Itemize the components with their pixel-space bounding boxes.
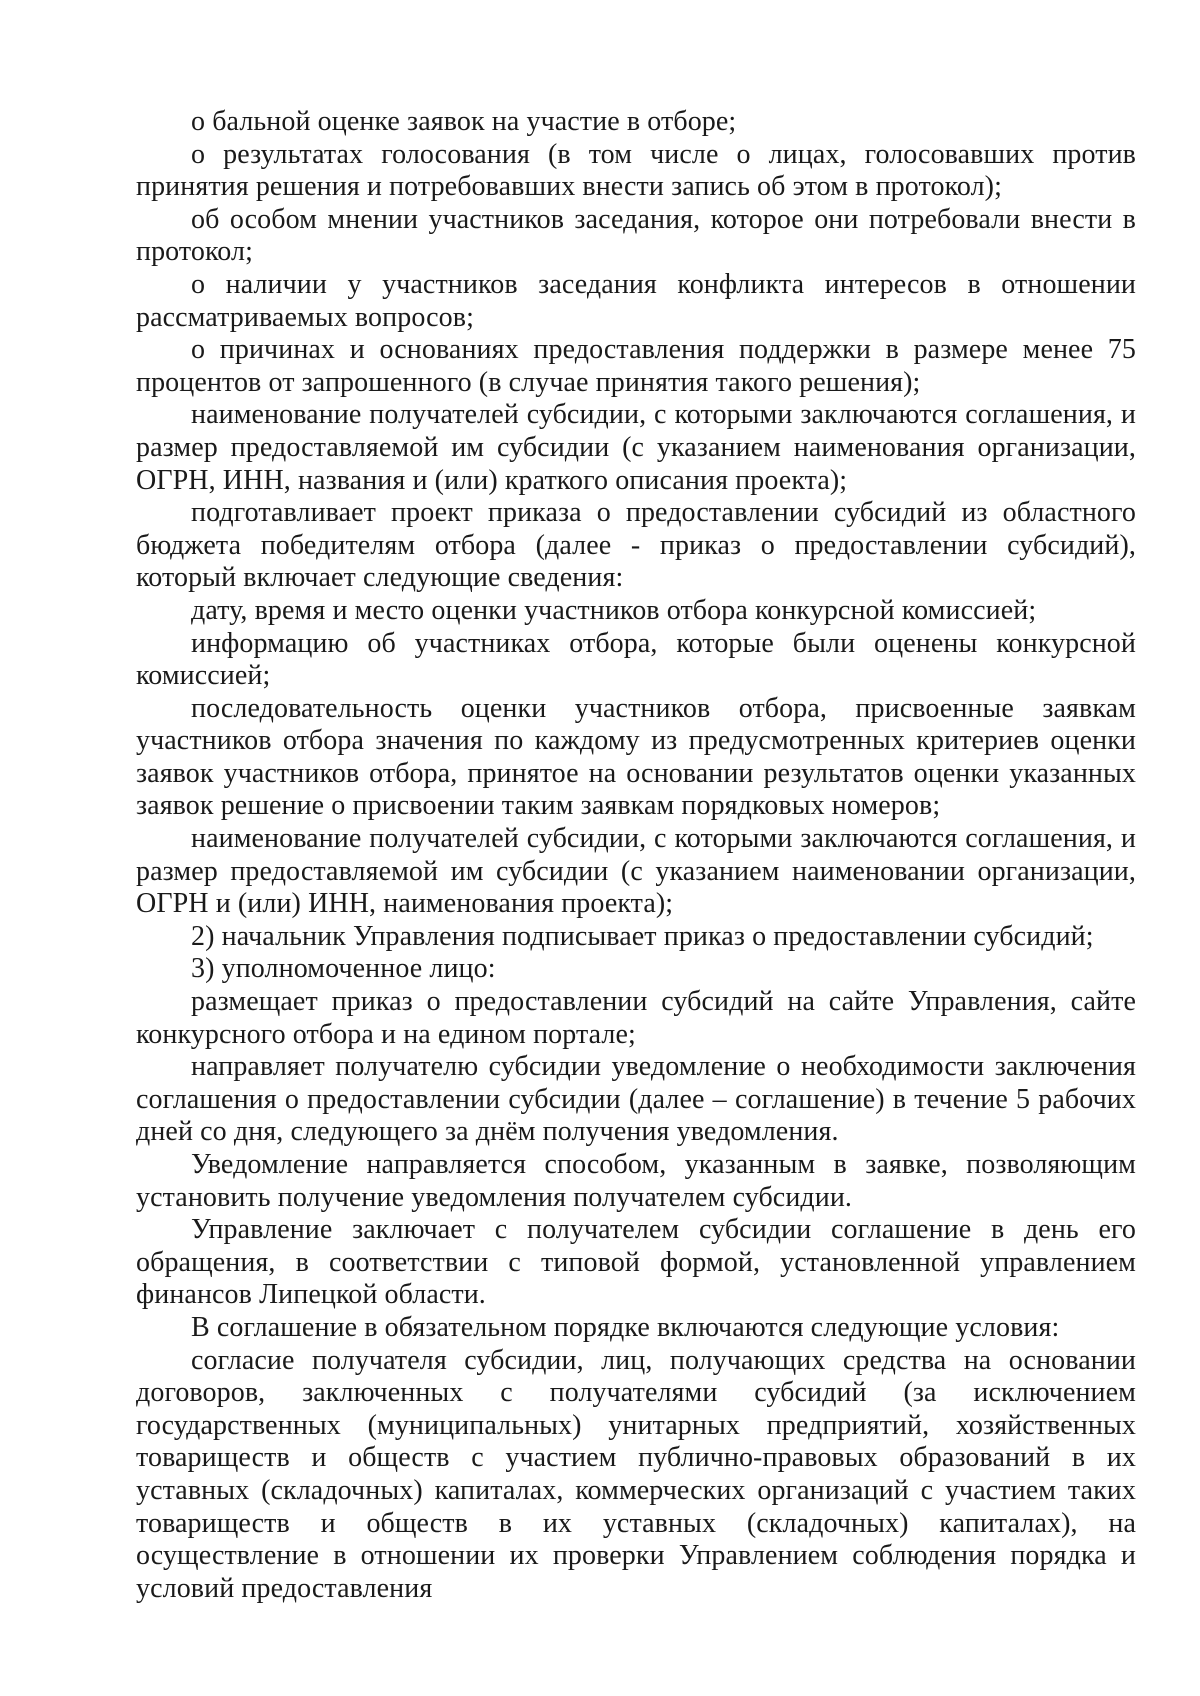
paragraph-voting-results: о результатах голосования (в том числе о лицах, голосовавших против принятия решения и потребовавших внести запись об этом в протокол); [136, 138, 1136, 203]
paragraph-recipients-names: наименование получателей субсидии, с которыми заключаются соглашения, и размер предоставляемой им субсидии (с указанием наименования организации, ОГРН, ИНН, названия и (или) краткого описания проекта); [136, 399, 1136, 496]
paragraph-support-reasons: о причинах и основаниях предоставления поддержки в размере менее 75 процентов от запрошенного (в случае принятия такого решения); [136, 334, 1136, 398]
paragraph-authorized-person: 3) уполномоченное лицо: [191, 953, 496, 985]
paragraph-head-signs-order: 2) начальник Управления подписывает приказ о предоставлении субсидий; [191, 920, 1094, 952]
paragraph-sends-notification: направляет получателю субсидии уведомление о необходимости заключения соглашения о предоставлении субсидии (далее – соглашение) в течение 5 рабочих дней со дня, следующего за днём получения уведомления. [136, 1051, 1136, 1148]
paragraph-notification-method: Уведомление направляется способом, указанным в заявке, позволяющим установить получение уведомления получателем субсидии. [136, 1149, 1136, 1213]
paragraph-publishes-order: размещает приказ о предоставлении субсидий на сайте Управления, сайте конкурсного отбора и на едином портале; [136, 986, 1136, 1050]
paragraph-agreement-conclusion: Управление заключает с получателем субсидии соглашение в день его обращения, в соответствии с типовой формой, установленной управлением финансов Липецкой области. [136, 1214, 1136, 1311]
paragraph-conflict-of-interest: о наличии у участников заседания конфликта интересов в отношении рассматриваемых вопросов; [136, 268, 1136, 333]
paragraph-mandatory-conditions: В соглашение в обязательном порядке включаются следующие условия: [191, 1311, 1060, 1343]
paragraph-special-opinion: об особом мнении участников заседания, которое они потребовали внести в протокол; [136, 203, 1136, 268]
paragraph-participants-info: информацию об участниках отбора, которые были оценены конкурсной комиссией; [136, 627, 1136, 692]
paragraph-evaluation-sequence: последовательность оценки участников отбора, присвоенные заявкам участников отбора значения по каждому из предусмотренных критериев оценки заявок участников отбора, принятое на основании результатов оценки указанных заявок решение о присвоении таким заявкам порядковых номеров; [136, 692, 1136, 822]
document-body [136, 106, 1136, 1605]
paragraph-recipient-consent: согласие получателя субсидии, лиц, получающих средства на основании договоров, заключенных с получателями субсидий (за исключением государственных (муниципальных) унитарных предприятий, хозяйственных товариществ и обществ с участием публично-правовых образований в их уставных (складочных) капиталах, коммерческих организаций с участием таких товариществ и обществ в их уставных (складочных) капиталах), на осуществление в отношении их проверки Управлением соблюдения порядка и условий предоставления [136, 1344, 1136, 1604]
paragraph-evaluation-date: дату, время и место оценки участников отбора конкурсной комиссией; [191, 594, 1037, 626]
paragraph-draft-order: подготавливает проект приказа о предоставлении субсидий из областного бюджета победителям отбора (далее - приказ о предоставлении субсидий), который включает следующие сведения: [136, 497, 1136, 594]
paragraph-bid-scoring: о бальной оценке заявок на участие в отборе; [191, 106, 737, 137]
paragraph-recipients-subsidy: наименование получателей субсидии, с которыми заключаются соглашения, и размер предоставляемой им субсидии (с указанием наименовании организации, ОГРН и (или) ИНН, наименования проекта); [136, 823, 1136, 920]
